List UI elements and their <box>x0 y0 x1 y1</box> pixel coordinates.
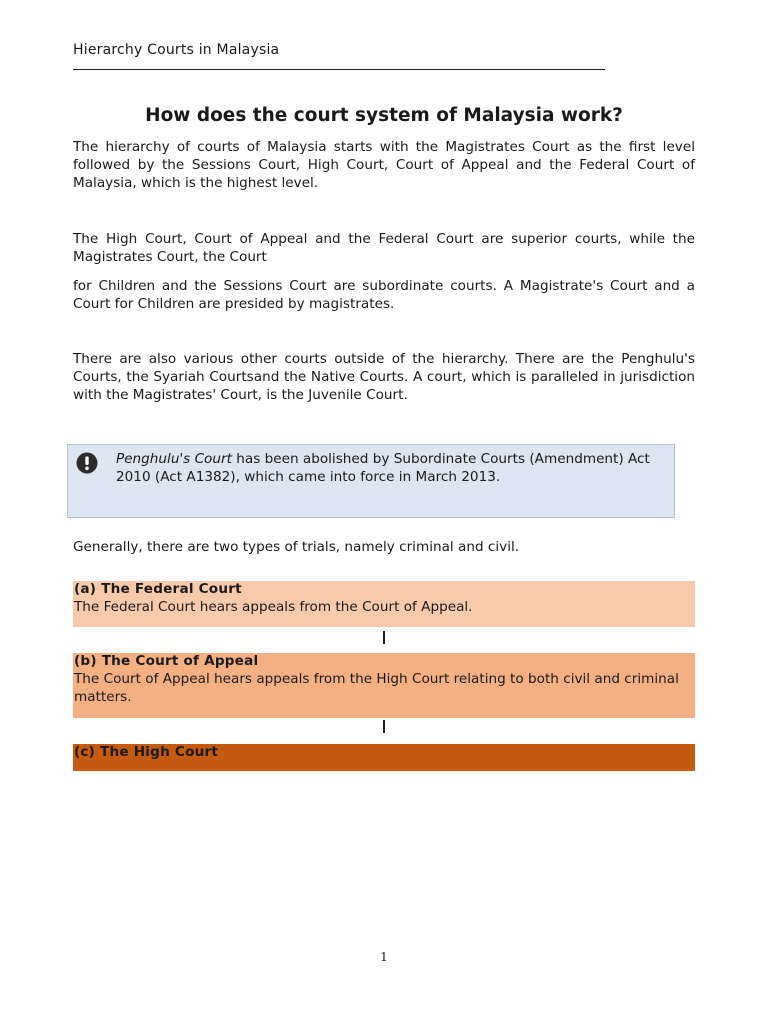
hierarchy-connector-line <box>383 631 385 644</box>
court-title: (a) The Federal Court <box>74 581 242 597</box>
exclamation-icon <box>76 452 98 474</box>
header-divider <box>73 69 605 70</box>
paragraph-superior-courts: The High Court, Court of Appeal and the Federal Court are superior courts, while the Magistrates Court, the Court <box>73 231 695 266</box>
notice-callout <box>67 444 675 518</box>
paragraph-subordinate-courts: for Children and the Sessions Court are subordinate courts. A Magistrate's Court and a Court for Children are presided by magistrates. <box>73 278 695 313</box>
page-number: 1 <box>380 950 388 964</box>
hierarchy-connector-line <box>383 720 385 733</box>
court-title: (c) The High Court <box>74 744 219 760</box>
notice-body: has been abolished by Subordinate Courts (Amendment) Act 2010 (Act A1382), which came into force in March 2013. <box>116 451 650 486</box>
document-header-title: Hierarchy Courts in Malaysia <box>73 42 280 58</box>
court-title: (b) The Court of Appeal <box>74 653 259 669</box>
court-box-federal <box>73 581 695 627</box>
page-title: How does the court system of Malaysia work? <box>145 105 623 126</box>
court-description: The Court of Appeal hears appeals from the High Court relating to both civil and criminal matters. <box>74 671 679 705</box>
notice-emphasis: Penghulu's Court <box>116 451 232 467</box>
court-box-appeal <box>73 653 695 718</box>
paragraph-other-courts: There are also various other courts outside of the hierarchy. There are the Penghulu's Courts, the Syariah Courtsand the Native Courts. A court, which is paralleled in jurisdiction with the Magistrates' Court, is the Juvenile Court. <box>73 351 695 404</box>
court-box-high <box>73 744 695 771</box>
court-description: The Federal Court hears appeals from the Court of Appeal. <box>74 599 473 615</box>
paragraph-trial-types: Generally, there are two types of trials, namely criminal and civil. <box>73 539 520 555</box>
paragraph-intro: The hierarchy of courts of Malaysia starts with the Magistrates Court as the first level followed by the Sessions Court, High Court, Court of Appeal and the Federal Court of Malaysia, which is the highest level. <box>73 139 695 192</box>
notice-text <box>116 450 664 486</box>
